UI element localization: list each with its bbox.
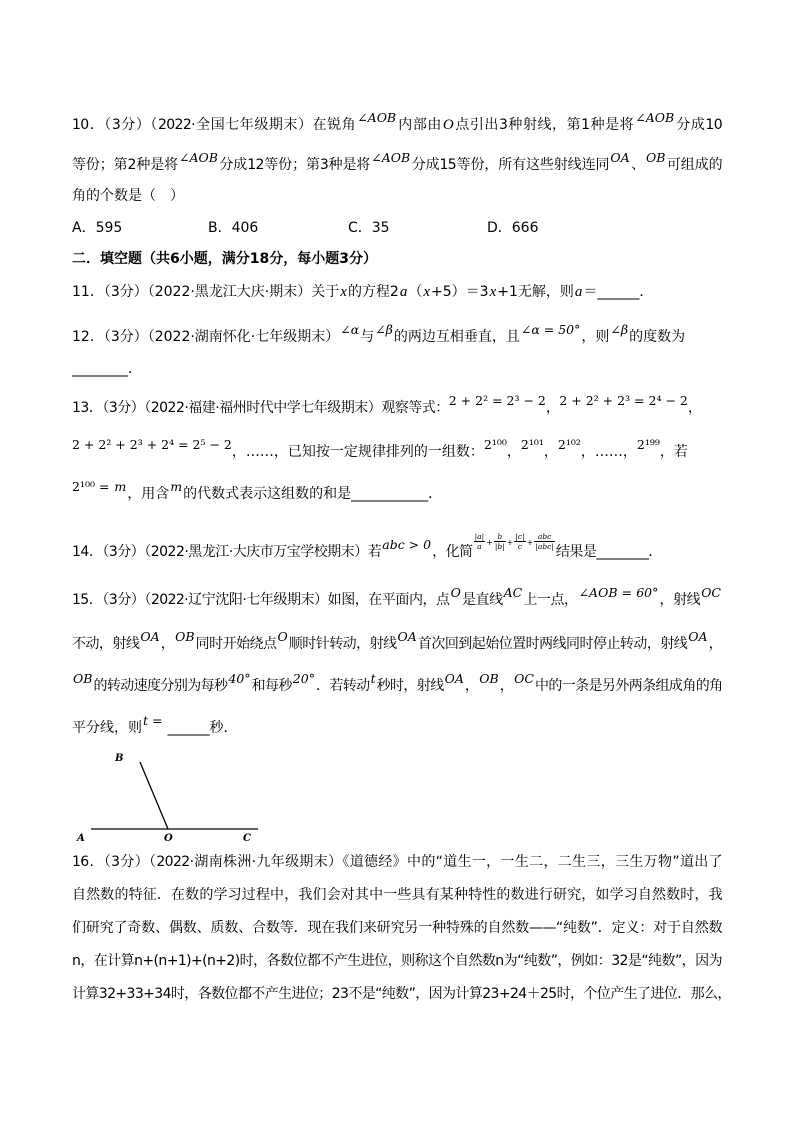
math-formula: ∠AOB (179, 150, 218, 165)
math-formula: ∠AOB (635, 110, 675, 125)
q14-line-1 (72, 531, 722, 563)
math-formula: 2 + 2² + 2³ = 2⁴ − 2 (559, 393, 688, 408)
text-run: 上一点， (523, 592, 578, 608)
math-formula: OB (73, 671, 93, 686)
fraction-denominator: |abc| (535, 541, 554, 551)
text-run: 的方程2 (347, 284, 399, 300)
fraction-denominator: |b| (494, 541, 505, 551)
text-run: 首次回到起始位置时两线同时停止转动，射线 (417, 636, 688, 652)
fraction-numerator: |c| (515, 531, 525, 541)
text-run: 分成10 (675, 117, 723, 133)
q12-line-1 (72, 322, 722, 348)
math-formula: 2 + 2² = 2³ − 2 (448, 393, 546, 408)
label-point-o: O (164, 833, 173, 844)
text-run: ，则 (581, 329, 610, 345)
math-formula: ∠α (340, 322, 360, 337)
math-formula: OC (701, 585, 721, 600)
text-run: 计算32+33+34时，各数位都不产生进位；23不是“纯数”，因为计算23+24＋25时，个位产生了进位．那么， (72, 986, 731, 1002)
section-heading: 二．填空题（共6小题，满分18分，每小题3分） (72, 251, 377, 267)
text-run: 点引出3种射线，第1种是将 (454, 117, 635, 133)
math-formula: 2¹⁰⁰ (483, 437, 507, 452)
q10-options (72, 217, 722, 239)
math-formula: OA (397, 629, 417, 644)
math-formula: t (370, 671, 376, 686)
text-run: ，射线 (659, 592, 701, 608)
option-b: B．406 (208, 220, 259, 236)
math-formula: O (277, 629, 288, 644)
math-formula: m (114, 479, 127, 494)
q16-line-4 (72, 950, 722, 972)
q10-line-3 (72, 185, 722, 207)
label-point-b: B (115, 753, 124, 764)
math-formula: ∠β (610, 322, 629, 337)
text-run: 12．（3分）（2022·湖南怀化·七年级期末） (72, 329, 340, 345)
text-run: 同时开始绕点 (195, 636, 277, 652)
text-run: ， (708, 636, 722, 652)
q15-line-1 (72, 585, 722, 611)
text-run: ， (687, 400, 702, 416)
geometry-figure (70, 748, 270, 848)
option-a: A．595 (72, 220, 123, 236)
math-formula: 2¹⁰² (557, 437, 581, 452)
text-run: 与 (360, 329, 375, 345)
fraction-numerator: |a| (474, 531, 485, 541)
q13-line-1 (72, 393, 722, 419)
text-run: +1无解，则 (497, 284, 574, 300)
math-formula: OB (175, 629, 195, 644)
math-formula: OA (688, 629, 708, 644)
math-formula: ∠α = 50° (520, 322, 581, 337)
variable: x (423, 284, 431, 300)
math-formula: 2 + 2² + 2³ + 2⁴ = 2⁵ − 2 (72, 437, 232, 452)
text-run: ＝______． (583, 284, 654, 300)
math-formula: ∠AOB (357, 110, 397, 125)
math-formula: t = (143, 713, 167, 728)
fraction-numerator: abc (534, 532, 555, 542)
text-run: ，若 (659, 444, 688, 460)
math-formula: 2¹⁰⁰ = (72, 479, 114, 494)
math-formula: + (506, 538, 514, 547)
q12-line-2 (72, 358, 722, 380)
math-formula: ∠β (375, 322, 393, 337)
text-run: ，……，已知按一定规律排列的一组数： (231, 444, 484, 460)
fraction-denominator: a (477, 541, 482, 551)
text-run: ________． (72, 361, 142, 377)
fraction (494, 532, 506, 551)
text-run: 11．（3分）（2022·黑龙江大庆·期末）关于 (72, 284, 340, 300)
text-run: 不动，射线 (72, 636, 140, 652)
text-run: ， (543, 444, 558, 460)
q11-line-1 (72, 281, 722, 303)
text-run: +5）＝3 (431, 284, 489, 300)
q15-line-3 (72, 671, 723, 697)
math-formula: abc > 0 (382, 537, 432, 552)
text-run: 和每秒 (251, 678, 292, 694)
text-run: （ (408, 284, 423, 300)
variable: x (340, 284, 347, 300)
text-run: 平分线，则 (72, 720, 142, 736)
math-formula: m (170, 479, 183, 494)
math-formula: + (486, 538, 493, 547)
math-formula: + (526, 538, 534, 547)
math-formula: OA (444, 671, 464, 686)
math-formula: 2¹⁰¹ (520, 437, 544, 452)
text-run: 中的一条是另外两条组成角的角 (534, 678, 723, 694)
q16-line-3 (72, 917, 722, 939)
text-run: n，在计算n+(n+1)+(n+2)时，各数位都不产生进位，则称这个自然数n为“纯数”，例如：32是“纯数”，因为 (72, 953, 722, 969)
math-formula: OB (646, 150, 666, 165)
text-run: 是直线 (461, 592, 503, 608)
text-run: ，化简 (432, 544, 473, 560)
math-formula: 20° (292, 671, 315, 686)
math-formula: O (450, 585, 461, 600)
text-run: ， (160, 636, 175, 652)
fraction (514, 532, 525, 551)
text-run: ．若转动 (315, 678, 370, 694)
text-run: 10．（3分）（2022·全国七年级期末）在锐角 (72, 117, 357, 133)
label-point-a: A (77, 833, 85, 844)
text-run: 秒时，射线 (376, 678, 444, 694)
text-run: ， (464, 678, 479, 694)
variable: x (489, 284, 497, 300)
variable: a (574, 284, 583, 300)
text-run: ，……， (580, 444, 637, 460)
math-formula: ∠AOB (371, 150, 411, 165)
math-formula: 2¹⁹⁹ (636, 437, 660, 452)
text-run: 内部由 (397, 117, 442, 133)
text-run: 、 (630, 157, 645, 173)
option-c: C．35 (348, 220, 390, 236)
q15-line-4 (72, 713, 722, 739)
text-run: 顺时针转动，射线 (288, 636, 397, 652)
fraction (534, 532, 555, 551)
math-formula: OB (479, 671, 499, 686)
text-run: ______秒． (167, 720, 238, 736)
math-formula: OA (610, 150, 630, 165)
ray-ob (140, 762, 168, 829)
text-run: 13．（3分）（2022·福建·福州时代中学七年级期末）观察等式： (72, 400, 449, 416)
text-run: 16．（3分）（2022·湖南株洲·九年级期末）《道德经》中的“道生一，一生二，二生三，三生万物”道出了 (72, 854, 722, 870)
text-run: 分成15等份，所有这些射线连同 (411, 157, 610, 173)
text-run: 角的个数是（ ） (72, 188, 184, 204)
text-run: 可组成的 (666, 157, 722, 173)
text-run: 等份；第2种是将 (72, 157, 178, 173)
text-run: 自然数的特征．在数的学习过程中，我们会对其中一些具有某种特性的数进行研究，如学习自然数时，我 (72, 887, 722, 903)
text-run: 15．（3分）（2022·辽宁沈阳·七年级期末）如图，在平面内，点 (72, 592, 450, 608)
text-run: 的转动速度分别为每秒 (93, 678, 228, 694)
text-run: ， (545, 400, 560, 416)
text-run: ， (499, 678, 514, 694)
q15-line-2 (72, 629, 722, 655)
math-formula: AC (503, 585, 523, 600)
text-run: 14．（3分）（2022·黑龙江·大庆市万宝学校期末）若 (72, 544, 382, 560)
option-d: D．666 (487, 220, 539, 236)
q16-line-5 (72, 983, 731, 1005)
q13-line-3 (72, 479, 722, 505)
q13-line-2 (72, 437, 722, 463)
math-formula: OA (140, 629, 160, 644)
text-run: ， (506, 444, 521, 460)
label-point-c: C (243, 833, 251, 844)
q10-line-2 (72, 150, 722, 176)
math-formula: 40° (228, 671, 251, 686)
text-run: 结果是________． (555, 544, 662, 560)
text-run: 的度数为 (629, 329, 686, 345)
q16-line-2 (72, 884, 722, 906)
text-run: 的两边互相垂直，且 (393, 329, 520, 345)
math-formula: OC (514, 671, 534, 686)
text-run: ，用含 (127, 486, 170, 502)
variable: a (399, 284, 408, 300)
fraction (474, 532, 486, 551)
text-run: 的代数式表示这组数的和是___________． (183, 486, 443, 502)
text-run: 分成12等份；第3种是将 (218, 157, 371, 173)
fraction-numerator: b (494, 532, 506, 542)
fraction-denominator: c (517, 541, 523, 551)
q10-line-1 (72, 110, 723, 136)
q16-line-1 (72, 851, 722, 873)
variable: O (442, 117, 454, 133)
math-formula: ∠AOB = 60° (578, 585, 659, 600)
text-run: 们研究了奇数、偶数、质数、合数等．现在我们来研究另一种特殊的自然数——“纯数”．定义：对于自然数 (72, 920, 722, 936)
